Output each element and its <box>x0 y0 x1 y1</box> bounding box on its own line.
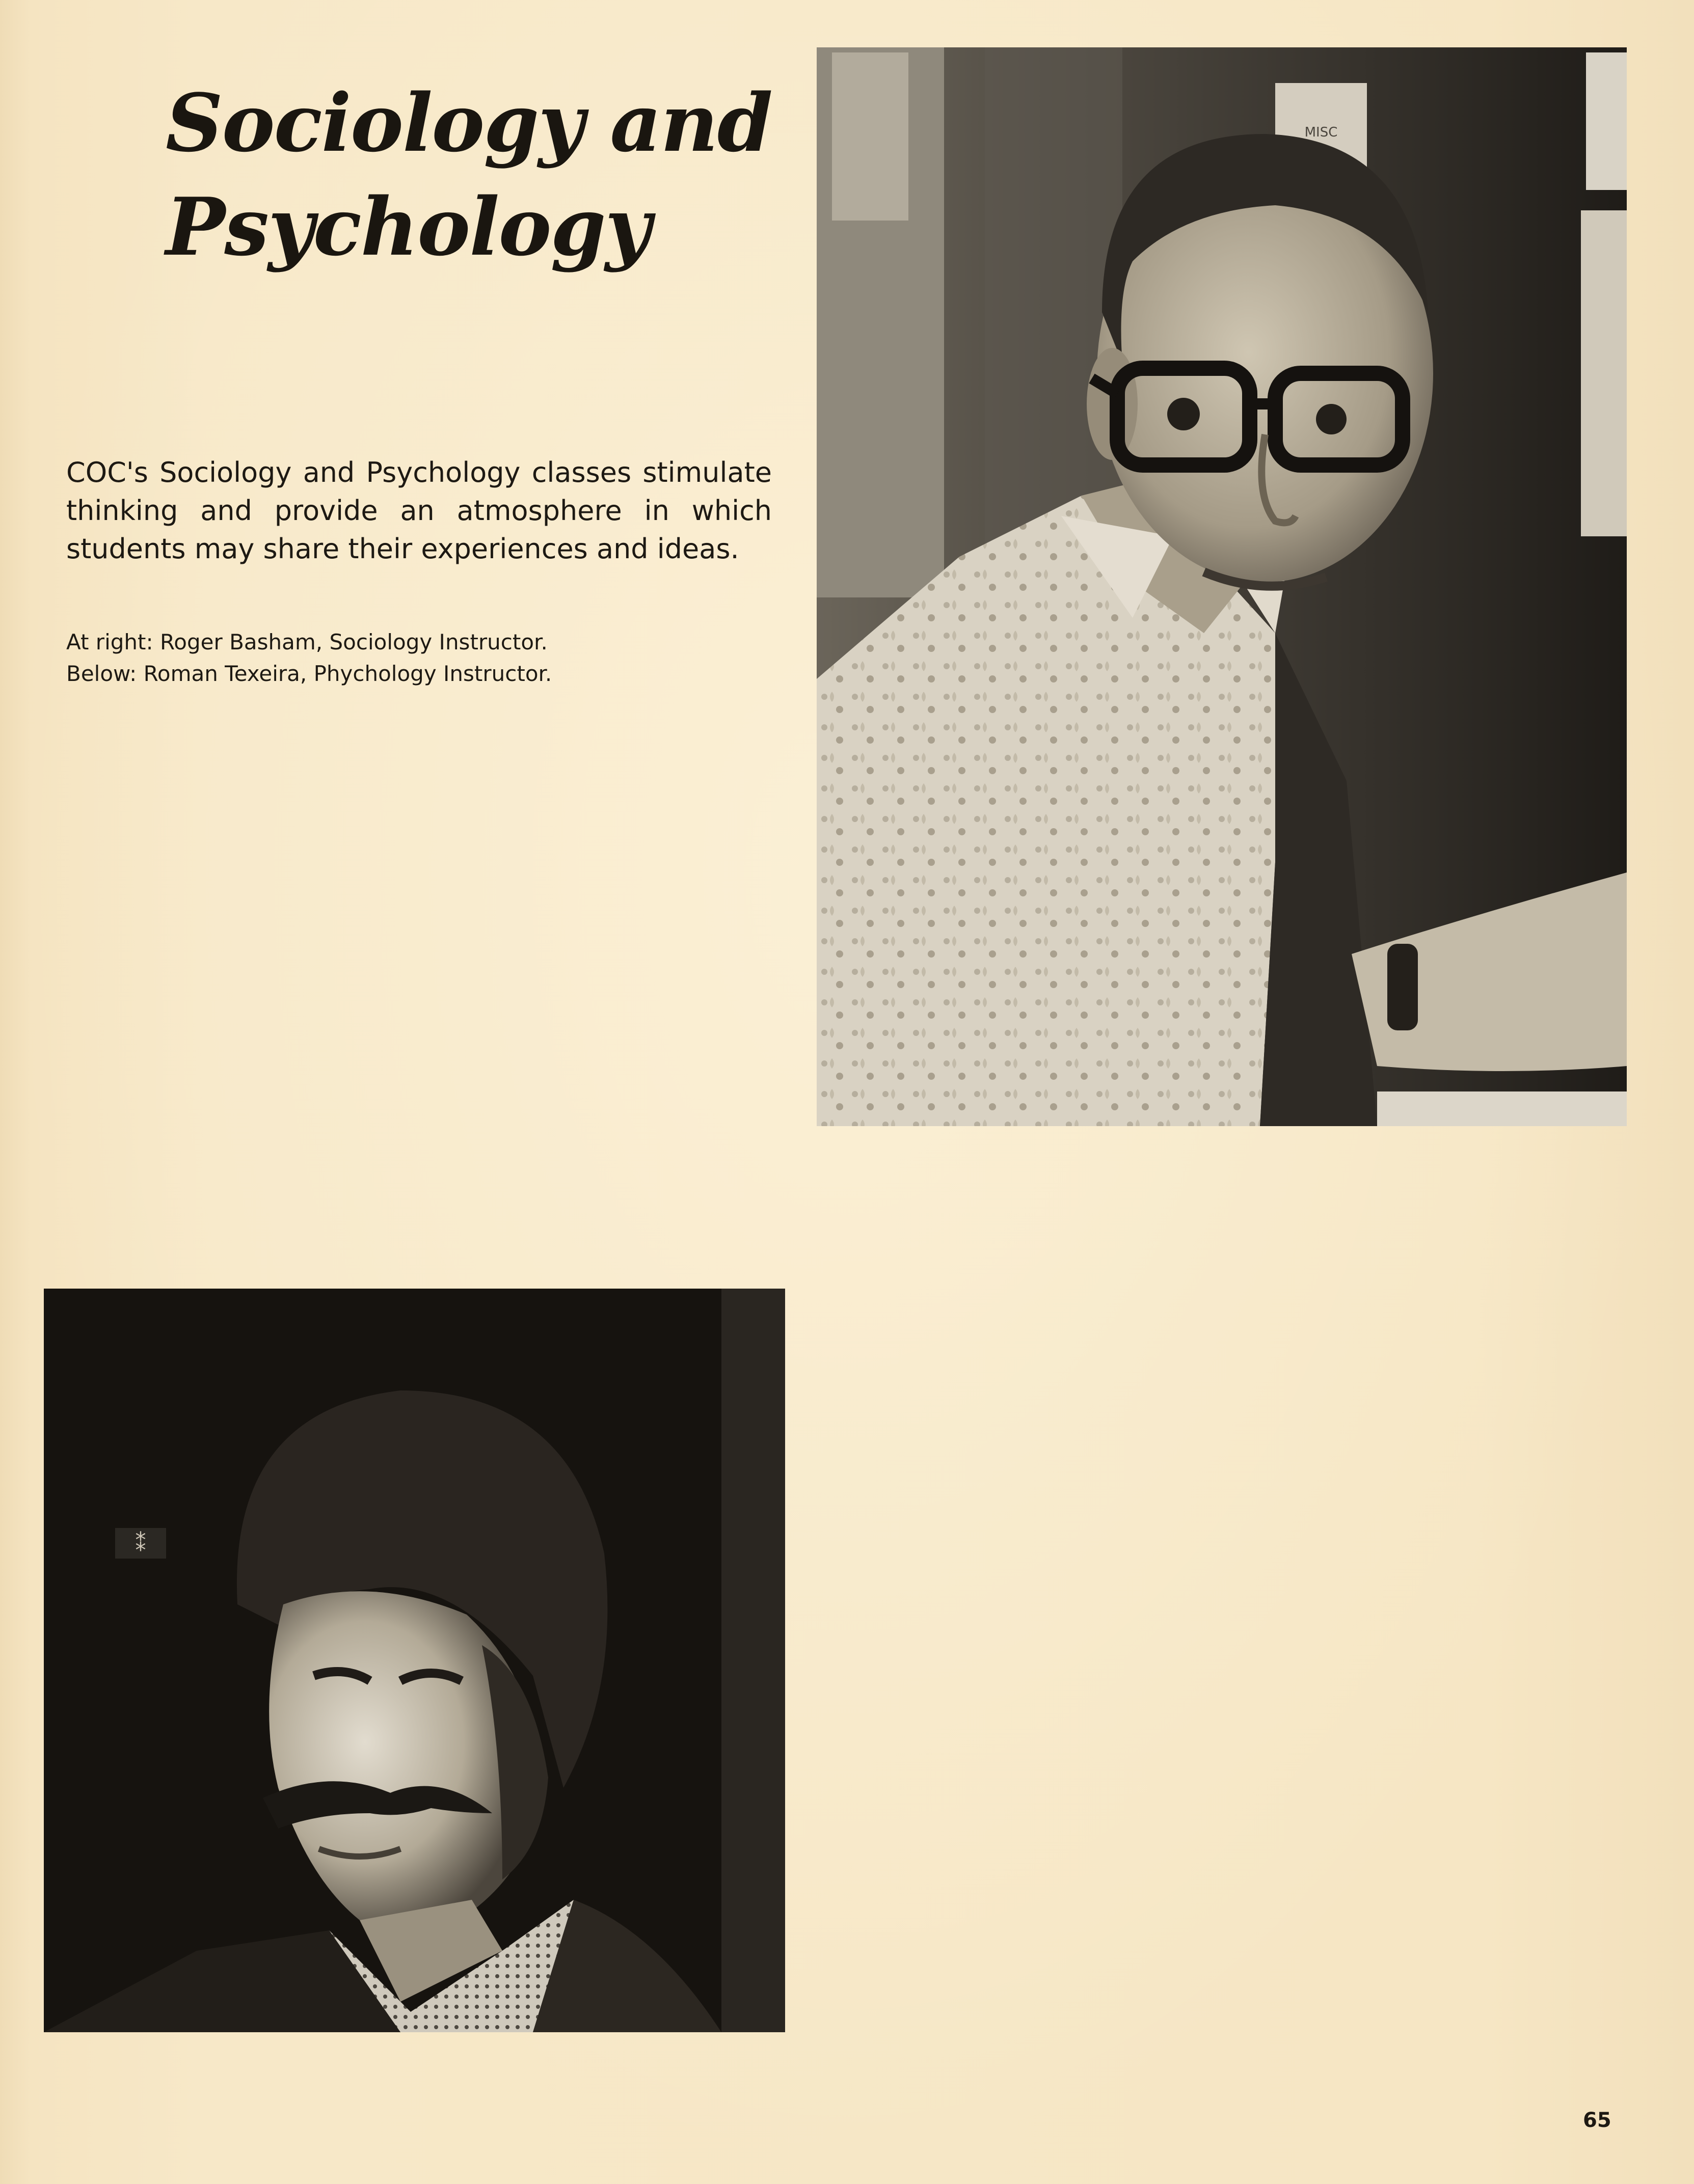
photo-roger-basham <box>817 47 1627 1126</box>
photo-roger-basham-image <box>817 47 1627 1126</box>
title-line-1: Sociology and <box>166 76 772 170</box>
photo-roman-texeira <box>44 1289 785 2032</box>
page-number: 65 <box>1583 2109 1611 2132</box>
sign-misc: MISC <box>1304 125 1338 140</box>
caption-right: At right: Roger Basham, Sociology Instructor. <box>66 630 548 654</box>
svg-text:⁑: ⁑ <box>135 1531 146 1556</box>
intro-paragraph: COC's Sociology and Psychology classes stimulate thinking and provide an atmosphere in which students may share their experiences and ideas. <box>66 456 772 565</box>
caption-below: Below: Roman Texeira, Phychology Instructor. <box>66 661 552 686</box>
title-line-2: Psychology <box>166 180 651 274</box>
photo-roman-texeira-image <box>44 1289 785 2032</box>
page-title <box>166 71 777 279</box>
photo-captions <box>66 626 729 690</box>
